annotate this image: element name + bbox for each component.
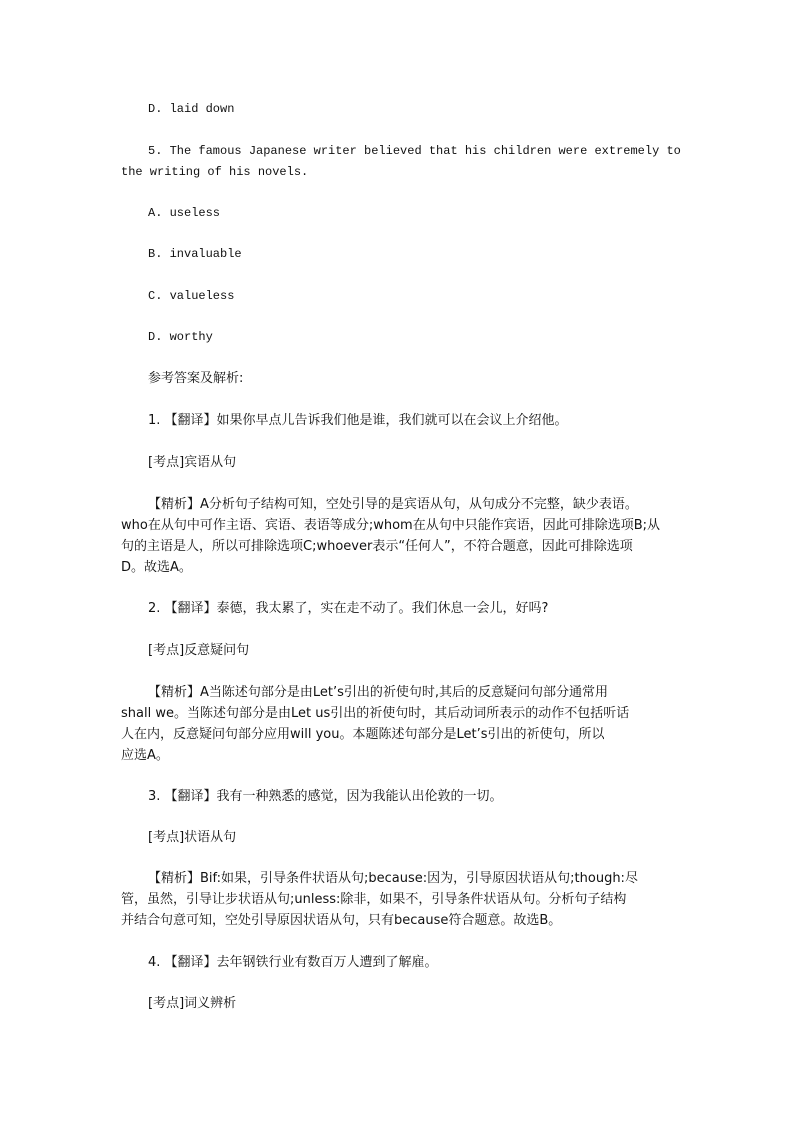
a2-analysis-line-4: 应选A。 [121,748,169,763]
a1-analysis-line-2: who在从句中可作主语、宾语、表语等成分;whom在从句中只能作宾语，因此可排除选项B;从 [121,518,660,533]
a4-translation: 4. 【翻译】去年钢铁行业有数百万人遭到了解雇。 [148,955,438,970]
a3-analysis-line-1: 【精析】Bif:如果，引导条件状语从句;because:因为，引导原因状语从句;though:尽 [148,871,638,886]
a2-point: [考点]反意疑问句 [148,643,250,658]
q5-option-a: A. useless [148,206,221,220]
a3-analysis-line-3: 并结合句意可知，空处引导原因状语从句，只有because符合题意。故选B。 [121,913,562,928]
a3-analysis-line-2: 管，虽然，引导让步状语从句;unless:除非，如果不，引导条件状语从句。分析句子结构 [121,892,627,907]
a2-analysis-line-2: shall we。当陈述句部分是由Let us引出的祈使句时，其后动词所表示的动作不包括听话 [121,706,630,721]
a4-point: [考点]词义辨析 [148,996,237,1011]
a2-translation: 2. 【翻译】泰德，我太累了，实在走不动了。我们休息一会儿，好吗? [148,601,549,616]
a3-point: [考点]状语从句 [148,830,237,845]
a2-analysis-line-3: 人在内，反意疑问句部分应用will you。本题陈述句部分是Let’s引出的祈使句，所以 [121,727,605,742]
a2-analysis-line-1: 【精析】A当陈述句部分是由Let’s引出的祈使句时,其后的反意疑问句部分通常用 [148,685,609,700]
a1-analysis-line-1: 【精析】A分析句子结构可知，空处引导的是宾语从句，从句成分不完整，缺少表语。 [148,497,638,512]
a1-analysis-line-3: 句的主语是人，所以可排除选项C;whoever表示“任何人”，不符合题意，因此可排除选项 [121,539,633,554]
q4-option-d: D. laid down [148,102,235,116]
q5-option-c: C. valueless [148,289,235,303]
q5-stem-line-2: the writing of his novels. [121,165,309,179]
a1-translation: 1. 【翻译】如果你早点儿告诉我们他是谁，我们就可以在会议上介绍他。 [148,413,568,428]
q5-option-d: D. worthy [148,330,213,344]
a1-analysis-line-4: D。故选A。 [121,560,192,575]
answers-heading: 参考答案及解析: [148,371,244,386]
a3-translation: 3. 【翻译】我有一种熟悉的感觉，因为我能认出伦敦的一切。 [148,789,503,804]
q5-stem-line-1: 5. The famous Japanese writer believed that his children were extremely to [148,144,681,158]
a1-point: [考点]宾语从句 [148,455,237,470]
q5-option-b: B. invaluable [148,247,242,261]
